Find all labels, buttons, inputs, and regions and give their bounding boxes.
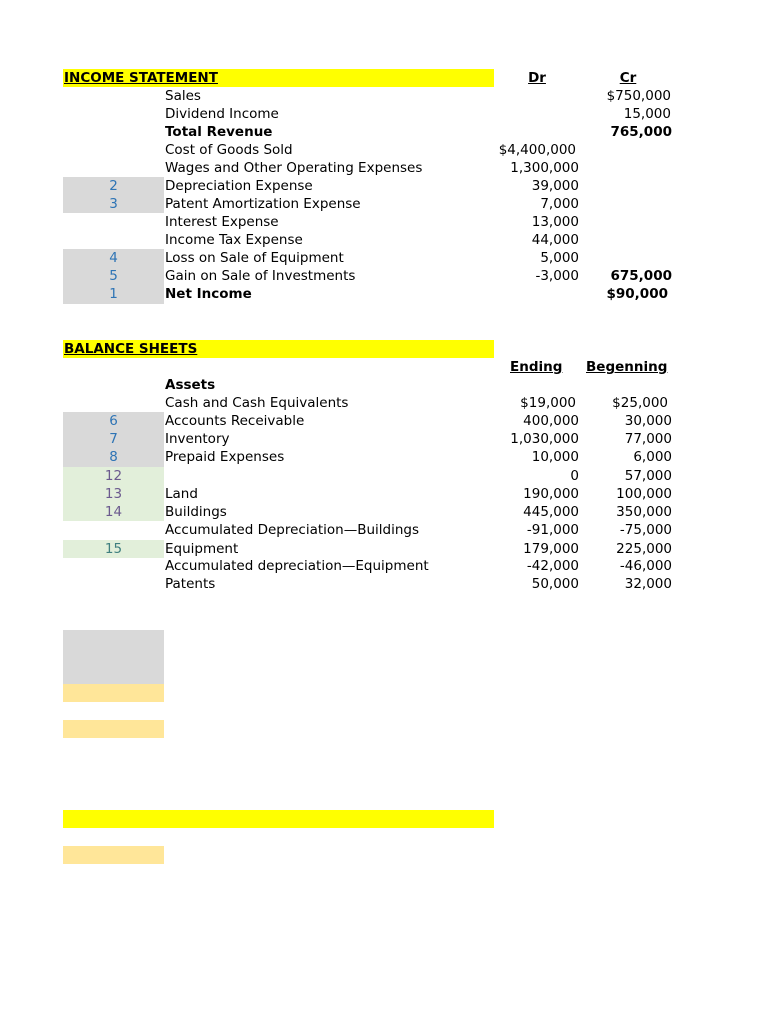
is-row-label: Loss on Sale of Equipment <box>165 250 344 266</box>
assets-heading: Assets <box>165 377 216 393</box>
is-row-number: 2 <box>109 178 118 194</box>
beginning-column-header: Begenning <box>586 359 668 375</box>
gray-cell-block <box>63 630 164 684</box>
bs-row-label: Cash and Cash Equivalents <box>165 395 349 411</box>
balance-sheets-title: BALANCE SHEETS <box>64 341 198 357</box>
is-row-label: Patent Amortization Expense <box>165 196 361 212</box>
bs-row-number: 13 <box>104 486 123 502</box>
is-row-label: Income Tax Expense <box>165 232 303 248</box>
bs-row-beginning: 32,000 <box>624 576 672 592</box>
bs-row-ending: -42,000 <box>526 558 579 574</box>
is-row-cr: $750,000 <box>606 88 671 104</box>
cr-column-header: Cr <box>619 70 637 86</box>
bs-row-label: Equipment <box>165 541 239 557</box>
bs-row-label: Accumulated Depreciation—Buildings <box>165 522 420 538</box>
is-row-dr: -3,000 <box>535 268 579 284</box>
bs-row-ending: $19,000 <box>520 395 576 411</box>
dr-column-header: Dr <box>528 70 546 86</box>
income-statement-title: INCOME STATEMENT <box>64 70 218 86</box>
bs-row-label: Accumulated depreciation—Equipment <box>165 558 429 574</box>
bs-row-beginning: 350,000 <box>616 504 672 520</box>
bs-row-beginning: 6,000 <box>633 449 672 465</box>
bs-row-number: 7 <box>109 431 118 447</box>
bs-row-label: Prepaid Expenses <box>165 449 285 465</box>
bs-row-ending: 190,000 <box>523 486 579 502</box>
bs-row-number: 8 <box>109 449 118 465</box>
is-row-dr: 13,000 <box>531 214 579 230</box>
tan-cell <box>63 720 164 738</box>
is-row-cr: $90,000 <box>606 286 668 302</box>
is-row-number: 5 <box>109 268 118 284</box>
bs-row-label: Inventory <box>165 431 230 447</box>
bs-row-beginning: 57,000 <box>624 468 672 484</box>
bs-row-beginning: 225,000 <box>616 541 672 557</box>
is-row-cr: 765,000 <box>610 124 672 140</box>
is-row-dr: 1,300,000 <box>510 160 579 176</box>
bs-row-number: 15 <box>104 541 123 557</box>
bs-row-ending: 179,000 <box>523 541 579 557</box>
is-row-dr: 5,000 <box>540 250 579 266</box>
bs-row-label: Accounts Receivable <box>165 413 305 429</box>
empty-section-header-bar <box>63 810 494 828</box>
bs-row-beginning: $25,000 <box>612 395 668 411</box>
bs-row-ending: 1,030,000 <box>510 431 579 447</box>
is-row-number: 4 <box>109 250 118 266</box>
is-row-label: Dividend Income <box>165 106 279 122</box>
is-row-label: Net Income <box>165 286 252 302</box>
ending-column-header: Ending <box>510 359 563 375</box>
bs-row-number: 6 <box>109 413 118 429</box>
bs-row-beginning: -75,000 <box>619 522 672 538</box>
bs-row-beginning: 30,000 <box>624 413 672 429</box>
bs-row-ending: 50,000 <box>531 576 579 592</box>
bs-row-ending: 400,000 <box>523 413 579 429</box>
is-row-label: Gain on Sale of Investments <box>165 268 356 284</box>
bs-row-label: Buildings <box>165 504 227 520</box>
is-row-label: Total Revenue <box>165 124 273 140</box>
is-row-cr: 675,000 <box>610 268 672 284</box>
bs-row-ending: -91,000 <box>526 522 579 538</box>
bs-row-beginning: 100,000 <box>616 486 672 502</box>
is-row-dr: 7,000 <box>540 196 579 212</box>
is-row-label: Cost of Goods Sold <box>165 142 293 158</box>
tan-cell <box>63 846 164 864</box>
bs-row-ending: 10,000 <box>531 449 579 465</box>
is-row-number: 1 <box>109 286 118 302</box>
bs-row-beginning: -46,000 <box>619 558 672 574</box>
bs-row-number: 12 <box>104 468 123 484</box>
bs-row-label: Patents <box>165 576 216 592</box>
is-row-cr: 15,000 <box>623 106 671 122</box>
is-row-label: Interest Expense <box>165 214 279 230</box>
is-row-dr: 44,000 <box>531 232 579 248</box>
bs-row-label: Land <box>165 486 198 502</box>
bs-row-ending: 0 <box>570 468 579 484</box>
bs-row-number: 14 <box>104 504 123 520</box>
tan-cell <box>63 684 164 702</box>
bs-row-ending: 445,000 <box>523 504 579 520</box>
is-row-label: Wages and Other Operating Expenses <box>165 160 423 176</box>
bs-row-beginning: 77,000 <box>624 431 672 447</box>
is-row-dr: $4,400,000 <box>498 142 576 158</box>
is-row-label: Depreciation Expense <box>165 178 313 194</box>
is-row-number: 3 <box>109 196 118 212</box>
is-row-label: Sales <box>165 88 201 104</box>
is-row-dr: 39,000 <box>531 178 579 194</box>
